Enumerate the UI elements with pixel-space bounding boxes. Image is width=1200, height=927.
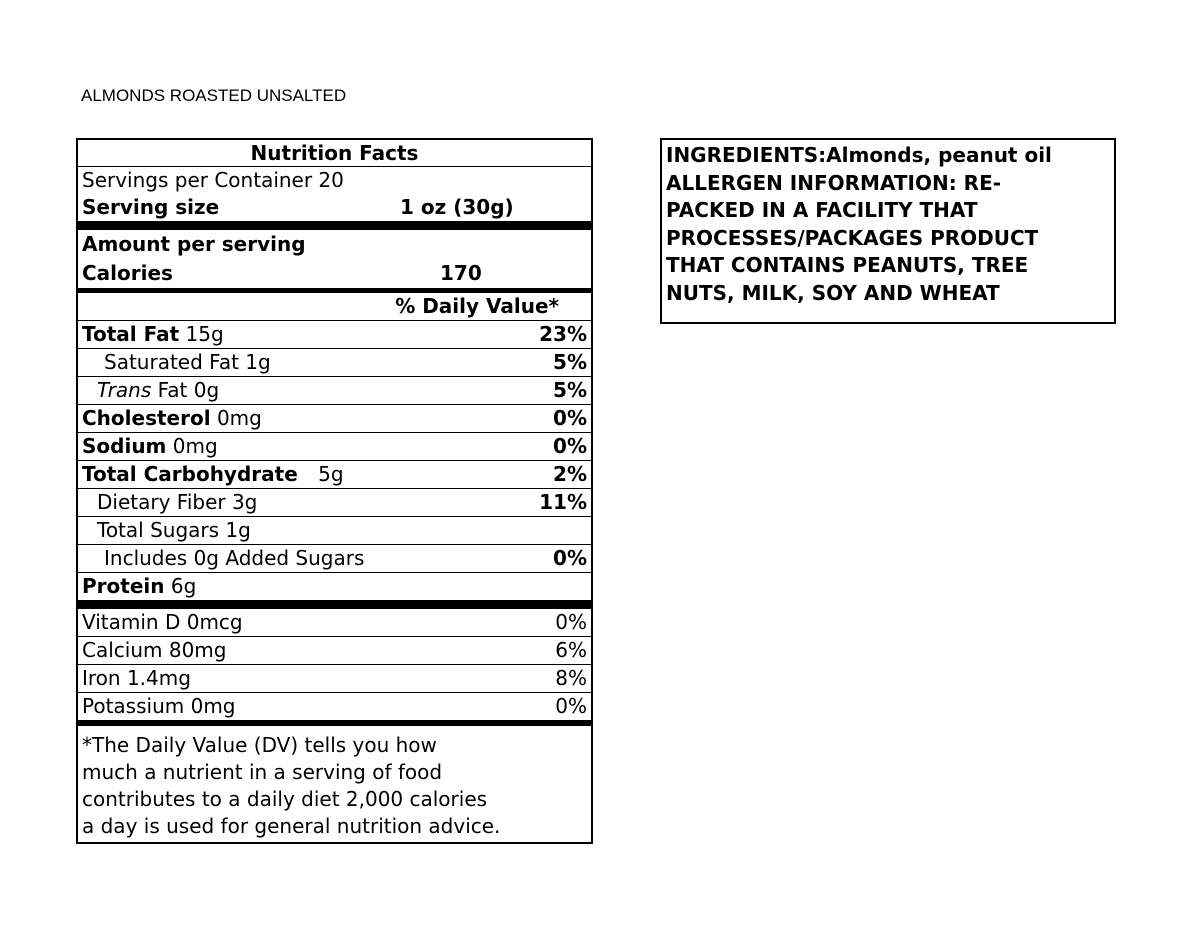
vitamin-row xyxy=(78,636,591,664)
ingredients-line: PACKED IN A FACILITY THAT xyxy=(666,198,978,223)
nutrient-label: Fat 0g xyxy=(157,378,220,402)
nutrient-row-protein xyxy=(78,572,591,600)
nutrient-dv: 0% xyxy=(553,546,587,570)
nutrient-dv: 2% xyxy=(553,462,587,486)
nutrient-label: Total Carbohydrate xyxy=(82,462,298,486)
nutrient-amount: 6g xyxy=(170,574,197,598)
nutrient-amount: 0mg xyxy=(216,406,262,430)
vitamin-dv: 0% xyxy=(555,694,587,718)
nutrition-facts-title: Nutrition Facts xyxy=(250,141,419,165)
nutrient-label: Total Fat xyxy=(82,322,180,346)
nutrient-row-cholesterol xyxy=(78,404,591,432)
serving-size-value: 1 oz (30g) xyxy=(400,195,514,219)
servings-per-container: Servings per Container 20 xyxy=(78,166,591,194)
nutrition-facts-label xyxy=(76,138,593,844)
nutrient-row-sodium xyxy=(78,432,591,460)
vitamin-label: Iron 1.4mg xyxy=(82,666,191,690)
vitamin-row xyxy=(78,664,591,692)
vitamin-dv: 6% xyxy=(555,638,587,662)
nutrient-row-trans-fat xyxy=(78,376,591,404)
nutrient-amount: 0mg xyxy=(172,434,218,458)
nutrient-dv: 0% xyxy=(553,434,587,458)
nutrient-label: Cholesterol xyxy=(82,406,211,430)
nutrient-row-total-carbohydrate xyxy=(78,460,591,488)
product-title: ALMONDS ROASTED UNSALTED xyxy=(81,86,347,105)
serving-size-row xyxy=(78,194,591,221)
footnote-line: a day is used for general nutrition advice. xyxy=(82,814,501,838)
footnote-line: *The Daily Value (DV) tells you how xyxy=(82,733,437,757)
thick-divider xyxy=(78,600,591,609)
calories-row xyxy=(78,259,591,288)
nutrient-dv: 11% xyxy=(539,490,587,514)
footnote-line: contributes to a daily diet 2,000 calories xyxy=(82,787,488,811)
vitamin-row xyxy=(78,609,591,636)
daily-value-footnote xyxy=(78,725,591,842)
nutrient-label: Protein xyxy=(82,574,165,598)
vitamin-row xyxy=(78,692,591,720)
ingredients-box xyxy=(660,138,1116,324)
vitamin-dv: 8% xyxy=(555,666,587,690)
ingredients-line: NUTS, MILK, SOY AND WHEAT xyxy=(666,280,1000,305)
nutrient-label-italic: Trans xyxy=(97,378,152,402)
vitamin-label: Potassium 0mg xyxy=(82,694,236,718)
footnote-line: much a nutrient in a serving of food xyxy=(82,760,443,784)
nutrient-dv: 0% xyxy=(553,406,587,430)
serving-size-label: Serving size xyxy=(82,195,220,219)
vitamin-dv: 0% xyxy=(555,610,587,634)
nutrient-amount: 5g xyxy=(318,462,344,486)
nutrient-row-total-sugars xyxy=(78,516,591,544)
nutrient-row-saturated-fat xyxy=(78,348,591,376)
ingredients-line: INGREDIENTS:Almonds, peanut oil xyxy=(666,143,1052,167)
vitamin-label: Vitamin D 0mcg xyxy=(82,610,243,634)
ingredients-line: THAT CONTAINS PEANUTS, TREE xyxy=(666,253,1029,278)
vitamin-label: Calcium 80mg xyxy=(82,638,227,662)
nutrient-row-total-fat xyxy=(78,320,591,348)
thick-divider xyxy=(78,221,591,230)
ingredients-line: ALLERGEN INFORMATION: RE- xyxy=(666,170,1002,195)
nutrient-label: Dietary Fiber 3g xyxy=(97,490,258,514)
ingredients-line: PROCESSES/PACKAGES PRODUCT xyxy=(666,225,1039,250)
nutrient-dv: 5% xyxy=(553,350,587,374)
calories-value: 170 xyxy=(440,261,482,285)
amount-per-serving: Amount per serving xyxy=(82,232,306,256)
nutrient-label: Total Sugars 1g xyxy=(97,518,251,542)
nutrient-label: Saturated Fat 1g xyxy=(104,350,271,374)
nutrient-dv: 23% xyxy=(539,322,587,346)
daily-value-header: % Daily Value* xyxy=(395,294,559,318)
nutrient-dv: 5% xyxy=(553,378,587,402)
nutrient-label: Sodium xyxy=(82,434,167,458)
nutrient-label: Includes 0g Added Sugars xyxy=(104,546,365,570)
nutrient-amount: 15g xyxy=(185,322,224,346)
nutrient-row-added-sugars xyxy=(78,544,591,572)
nutrient-row-dietary-fiber xyxy=(78,488,591,516)
calories-label: Calories xyxy=(82,261,173,285)
